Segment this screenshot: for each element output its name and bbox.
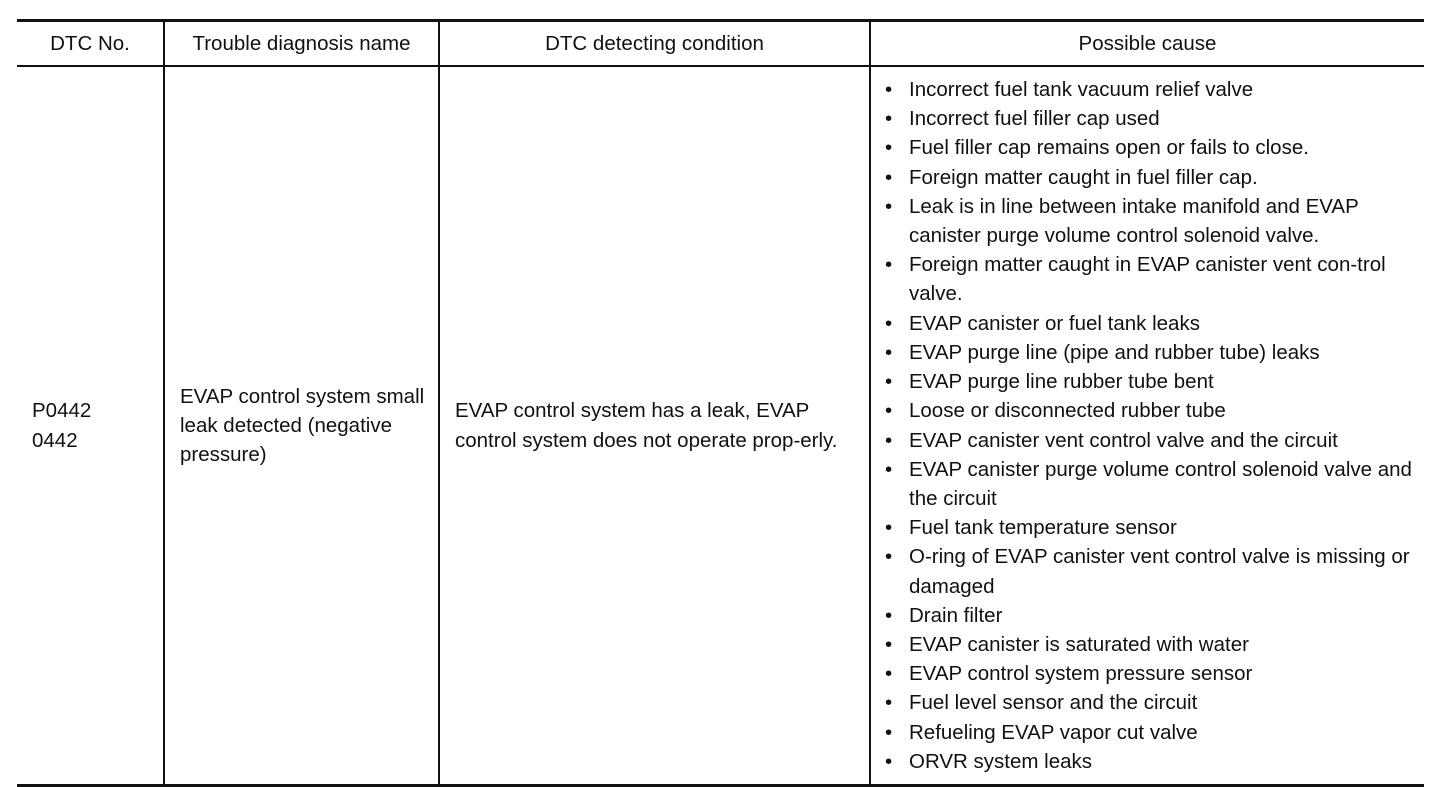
dtc-code-primary: P0442 <box>32 399 92 423</box>
list-item: • Fuel tank temperature sensor <box>885 513 1416 542</box>
possible-cause-cell <box>870 66 1424 786</box>
list-item: • EVAP control system pressure sensor <box>885 659 1416 688</box>
list-item: • EVAP canister purge volume control solenoid valve and the circuit <box>885 455 1416 513</box>
list-item: • Foreign matter caught in EVAP canister vent con-trol valve. <box>885 250 1416 308</box>
diagnosis-name-text: EVAP control system small leak detected (negative pressure) <box>180 384 425 467</box>
dtc-table <box>17 19 1424 787</box>
list-item: • EVAP canister or fuel tank leaks <box>885 309 1416 338</box>
list-item: • Leak is in line between intake manifold and EVAP canister purge volume control solenoid valve. <box>885 192 1416 250</box>
detecting-condition-text: EVAP control system has a leak, EVAP control system does not operate prop-erly. <box>455 399 838 452</box>
list-item: • O-ring of EVAP canister vent control valve is missing or damaged <box>885 542 1416 600</box>
table-row <box>17 66 1424 786</box>
table-header-row <box>17 21 1424 67</box>
list-item: • Fuel level sensor and the circuit <box>885 688 1416 717</box>
header-dtc-no: DTC No. <box>17 21 164 67</box>
header-trouble-diagnosis-name: Trouble diagnosis name <box>164 21 439 67</box>
list-item: • EVAP purge line rubber tube bent <box>885 367 1416 396</box>
diagnosis-name-cell <box>164 66 439 786</box>
list-item: • Refueling EVAP vapor cut valve <box>885 718 1416 747</box>
list-item: • EVAP canister is saturated with water <box>885 630 1416 659</box>
list-item: • Foreign matter caught in fuel filler cap. <box>885 163 1416 192</box>
list-item: • EVAP canister vent control valve and the circuit <box>885 426 1416 455</box>
list-item: • Incorrect fuel tank vacuum relief valve <box>885 75 1416 104</box>
header-possible-cause: Possible cause <box>870 21 1424 67</box>
list-item: • Drain filter <box>885 601 1416 630</box>
dtc-code-cell <box>17 66 164 786</box>
possible-cause-list <box>885 75 1416 776</box>
list-item: • EVAP purge line (pipe and rubber tube) leaks <box>885 338 1416 367</box>
list-item: • Loose or disconnected rubber tube <box>885 396 1416 425</box>
header-dtc-detecting-condition: DTC detecting condition <box>439 21 870 67</box>
list-item: • ORVR system leaks <box>885 747 1416 776</box>
list-item: • Incorrect fuel filler cap used <box>885 104 1416 133</box>
list-item: • Fuel filler cap remains open or fails to close. <box>885 133 1416 162</box>
detecting-condition-cell <box>439 66 870 786</box>
dtc-code-secondary: 0442 <box>32 428 78 452</box>
